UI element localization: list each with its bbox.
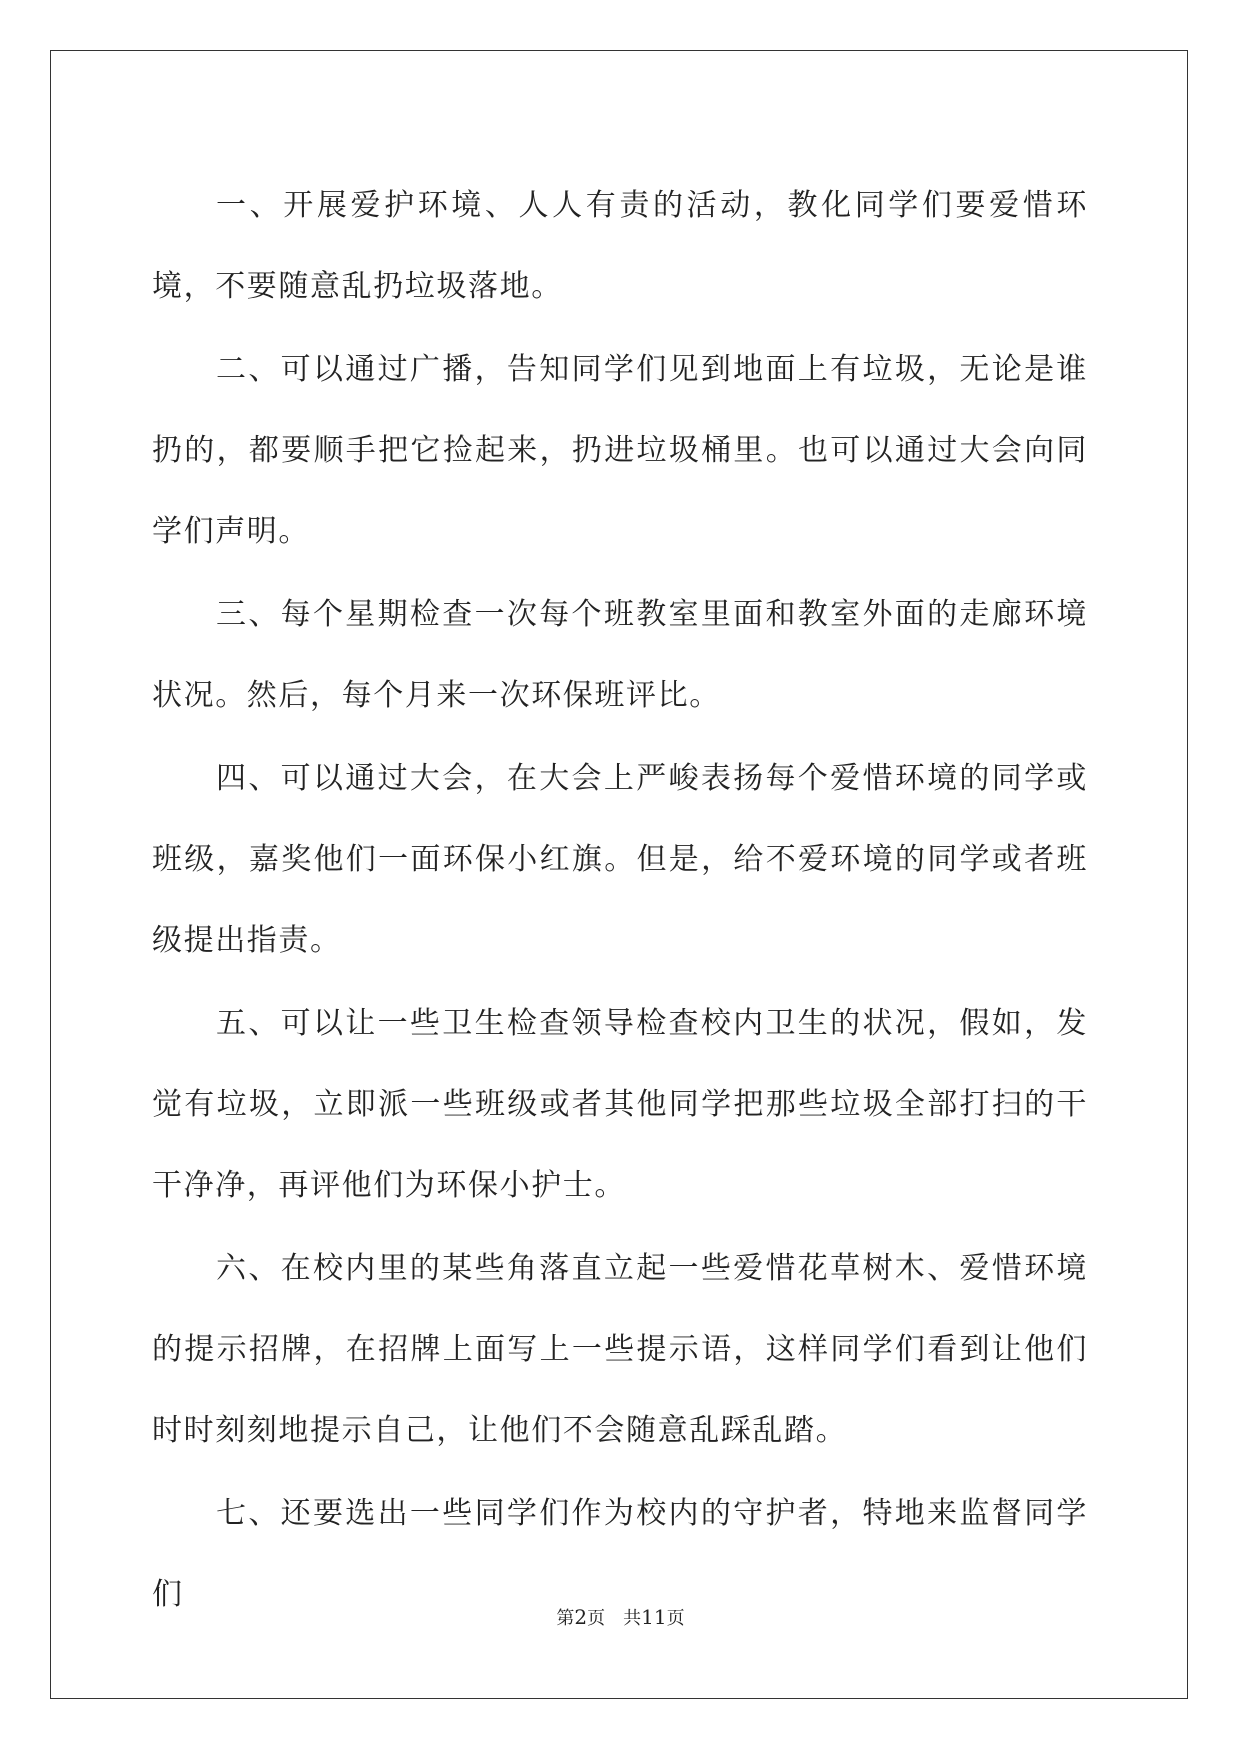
- paragraph-6: 六、在校内里的某些角落直立起一些爱惜花草树木、爱惜环境的提示招牌，在招牌上面写上一些提示语，这样同学们看到让他们时时刻刻地提示自己，让他们不会随意乱踩乱踏。: [152, 1251, 1088, 1448]
- paragraph-5: 五、可以让一些卫生检查领导检查校内卫生的状况，假如，发觉有垃圾，立即派一些班级或者其他同学把那些垃圾全部打扫的干干净净，再评他们为环保小护士。: [152, 1006, 1088, 1203]
- footer-total-suffix: 页: [666, 1608, 685, 1629]
- footer-page-suffix: 页: [587, 1608, 606, 1629]
- footer-page-prefix: 第: [556, 1608, 575, 1629]
- paragraph-3: 三、每个星期检查一次每个班教室里面和教室外面的走廊环境状况。然后，每个月来一次环保班评比。: [152, 597, 1088, 713]
- page-footer: [0, 1605, 1241, 1631]
- footer-total-prefix: 共: [623, 1608, 642, 1629]
- footer-page-number: 2: [574, 1605, 588, 1629]
- footer-total-pages: 11: [641, 1605, 667, 1629]
- paragraph-2: 二、可以通过广播，告知同学们见到地面上有垃圾，无论是谁扔的，都要顺手把它捡起来，扔进垃圾桶里。也可以通过大会向同学们声明。: [152, 352, 1088, 549]
- document-body: [152, 165, 1088, 1637]
- paragraph-7: 七、还要选出一些同学们作为校内的守护者，特地来监督同学们: [152, 1496, 1088, 1612]
- paragraph-4: 四、可以通过大会，在大会上严峻表扬每个爱惜环境的同学或班级，嘉奖他们一面环保小红旗。但是，给不爱环境的同学或者班级提出指责。: [152, 761, 1088, 958]
- paragraph-1: 一、开展爱护环境、人人有责的活动，教化同学们要爱惜环境，不要随意乱扔垃圾落地。: [152, 188, 1088, 304]
